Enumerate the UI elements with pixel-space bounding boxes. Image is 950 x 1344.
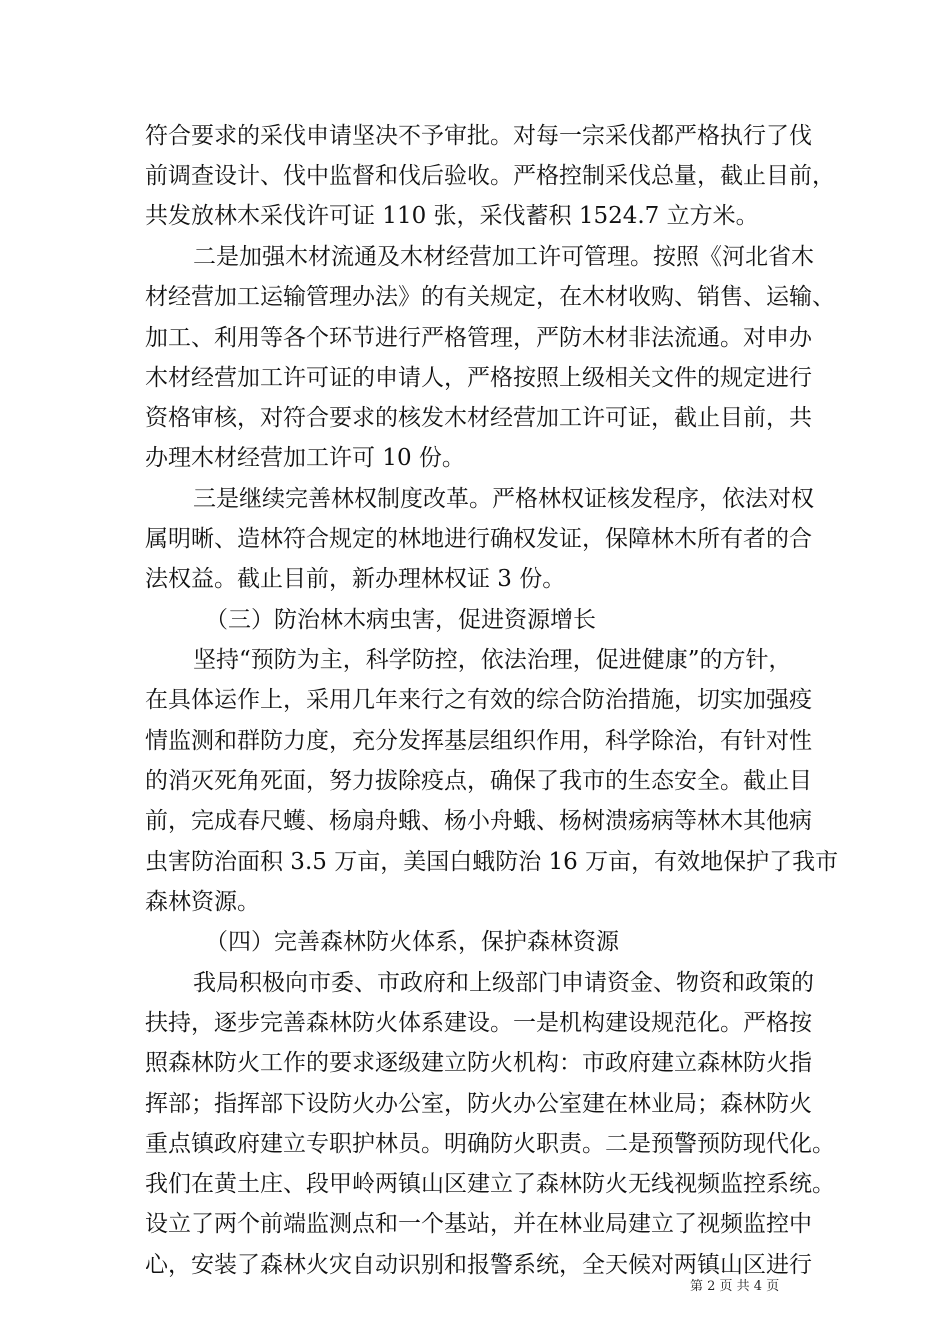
text-line: 木材经营加工许可证的申请人，严格按照上级相关文件的规定进行 xyxy=(145,365,812,391)
text-line: 设立了两个前端监测点和一个基站，并在林业局建立了视频监控中 xyxy=(145,1211,812,1237)
text-line: 在具体运作上，采用几年来行之有效的综合防治措施，切实加强疫 xyxy=(145,687,812,713)
paragraph-start: 三是继续完善林权制度改革。严格林权证核发程序，依法对权 xyxy=(193,486,814,512)
paragraph-start: 我局积极向市委、市政府和上级部门申请资金、物资和政策的 xyxy=(193,970,814,996)
text-line: 扶持，逐步完善森林防火体系建设。一是机构建设规范化。严格按 xyxy=(145,1010,812,1036)
paragraph-start: 二是加强木材流通及木材经营加工许可管理。按照《河北省木 xyxy=(193,244,814,270)
paragraph-start: 坚持“预防为主，科学防控，依法治理，促进健康”的方针， xyxy=(193,647,792,673)
text-line: 心，安装了森林火灾自动识别和报警系统，全天候对两镇山区进行 xyxy=(145,1252,812,1278)
text-line: 资格审核，对符合要求的核发木材经营加工许可证，截止目前，共 xyxy=(145,405,812,431)
text-line: 照森林防火工作的要求逐级建立防火机构：市政府建立森林防火指 xyxy=(145,1050,812,1076)
page-number: 第 2 页 共 4 页 xyxy=(690,1279,780,1294)
text-line: 法权益。截止目前，新办理林权证 3 份。 xyxy=(145,566,566,592)
text-line: 属明晰、造林符合规定的林地进行确权发证，保障林木所有者的合 xyxy=(145,526,812,552)
text-line: 挥部；指挥部下设防火办公室，防火办公室建在林业局；森林防火 xyxy=(145,1091,812,1117)
text-line: 符合要求的采伐申请坚决不予审批。对每一宗采伐都严格执行了伐 xyxy=(145,123,812,149)
text-line: 的消灭死角死面，努力拔除疫点，确保了我市的生态安全。截止目 xyxy=(145,768,812,794)
section-heading: （四）完善森林防火体系，保护森林资源 xyxy=(205,929,619,955)
text-line: 重点镇政府建立专职护林员。明确防火职责。二是预警预防现代化。 xyxy=(145,1131,835,1157)
text-line: 前，完成春尺蠖、杨扇舟蛾、杨小舟蛾、杨树溃疡病等林木其他病 xyxy=(145,808,812,834)
text-line: 办理木材经营加工许可 10 份。 xyxy=(145,445,465,471)
text-line: 共发放林木采伐许可证 110 张，采伐蓄积 1524.7 立方米。 xyxy=(145,203,759,229)
text-line: 我们在黄土庄、段甲岭两镇山区建立了森林防火无线视频监控系统。 xyxy=(145,1171,835,1197)
text-line: 前调查设计、伐中监督和伐后验收。严格控制采伐总量，截止目前， xyxy=(145,163,835,189)
text-line: 虫害防治面积 3.5 万亩，美国白蛾防治 16 万亩，有效地保护了我市 xyxy=(145,849,839,875)
text-line: 加工、利用等各个环节进行严格管理，严防木材非法流通。对申办 xyxy=(145,325,812,351)
text-line: 材经营加工运输管理办法》的有关规定，在木材收购、销售、运输、 xyxy=(145,284,835,310)
text-line: 情监测和群防力度，充分发挥基层组织作用，科学除治，有针对性 xyxy=(145,728,812,754)
section-heading: （三）防治林木病虫害，促进资源增长 xyxy=(205,607,596,633)
text-line: 森林资源。 xyxy=(145,889,260,915)
